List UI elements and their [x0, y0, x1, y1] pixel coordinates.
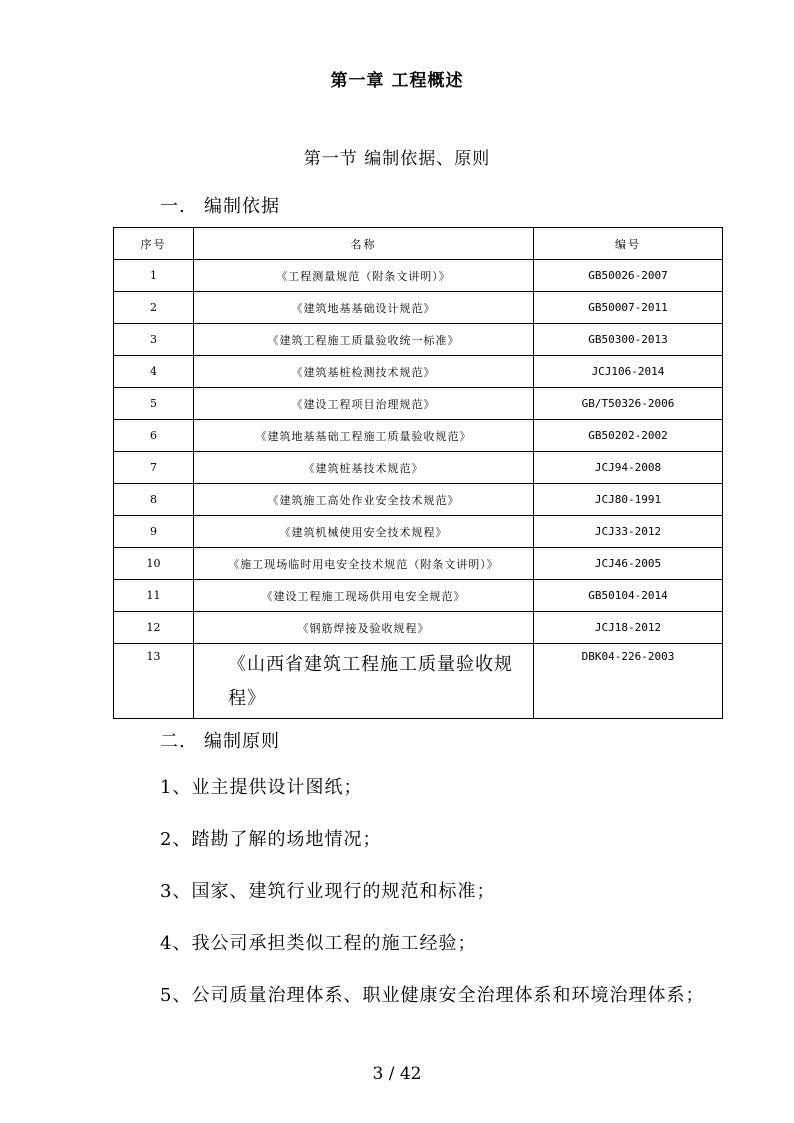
row-name: 《建筑地基基础工程施工质量验收规范》 — [194, 420, 534, 452]
row-code: GB50104-2014 — [534, 580, 723, 612]
row-code: GB50007-2011 — [534, 292, 723, 324]
row-code: JCJ33-2012 — [534, 516, 723, 548]
table-row — [114, 292, 723, 324]
row-serial: 8 — [114, 484, 194, 516]
table-row — [114, 580, 723, 612]
row-code: GB50300-2013 — [534, 324, 723, 356]
row-code: JCJ46-2005 — [534, 548, 723, 580]
row-serial: 4 — [114, 356, 194, 388]
row-code: DBK04-226-2003 — [534, 644, 723, 719]
table-row — [114, 452, 723, 484]
row-name: 《建筑机械使用安全技术规程》 — [194, 516, 534, 548]
row-name: 《山西省建筑工程施工质量验收规程》 — [194, 644, 534, 719]
table-row — [114, 612, 723, 644]
basis-heading — [160, 192, 280, 218]
table-row — [114, 356, 723, 388]
table-row — [114, 548, 723, 580]
page-number: 3 / 42 — [372, 1064, 422, 1084]
list-item: 1、业主提供设计图纸； — [160, 777, 363, 798]
section-title: 第一节 编制依据、原则 — [303, 149, 491, 169]
row-code: GB50202-2002 — [534, 420, 723, 452]
row-serial: 9 — [114, 516, 194, 548]
row-name: 《建设工程施工现场供用电安全规范》 — [194, 580, 534, 612]
row-serial: 13 — [114, 644, 194, 719]
table-row — [114, 260, 723, 292]
principle-heading — [160, 727, 280, 753]
list-item: 3、国家、建筑行业现行的规范和标准； — [160, 881, 496, 902]
table-row — [114, 324, 723, 356]
row-name: 《建筑基桩检测技术规范》 — [194, 356, 534, 388]
principle-heading-text: 编制原则 — [204, 731, 280, 752]
table-row — [114, 516, 723, 548]
basis-heading-text: 编制依据 — [204, 196, 280, 217]
table-row — [114, 420, 723, 452]
table-row — [114, 388, 723, 420]
row-serial: 11 — [114, 580, 194, 612]
row-code: JCJ106-2014 — [534, 356, 723, 388]
row-code: JCJ18-2012 — [534, 612, 723, 644]
row-code: GB50026-2007 — [534, 260, 723, 292]
row-name: 《建筑施工高处作业安全技术规范》 — [194, 484, 534, 516]
row-serial: 2 — [114, 292, 194, 324]
row-name: 《建筑工程施工质量验收统一标准》 — [194, 324, 534, 356]
row-name: 《钢筋焊接及验收规程》 — [194, 612, 534, 644]
row-serial: 1 — [114, 260, 194, 292]
list-item: 5、公司质量治理体系、职业健康安全治理体系和环境治理体系； — [160, 985, 705, 1006]
row-name: 《工程测量规范（附条文讲明）》 — [194, 260, 534, 292]
row-serial: 6 — [114, 420, 194, 452]
table-row — [114, 484, 723, 516]
list-item: 4、我公司承担类似工程的施工经验； — [160, 933, 477, 954]
row-serial: 12 — [114, 612, 194, 644]
row-serial: 5 — [114, 388, 194, 420]
chapter-title: 第一章 工程概述 — [330, 71, 464, 91]
row-code: GB/T50326-2006 — [534, 388, 723, 420]
row-name: 《建筑桩基技术规范》 — [194, 452, 534, 484]
row-name: 《建筑地基基础设计规范》 — [194, 292, 534, 324]
header-name: 名称 — [194, 228, 534, 260]
list-item: 2、踏勘了解的场地情况； — [160, 829, 382, 850]
table-header-row — [114, 228, 723, 260]
row-serial: 3 — [114, 324, 194, 356]
row-name: 《施工现场临时用电安全技术规范（附条文讲明）》 — [194, 548, 534, 580]
row-code: JCJ94-2008 — [534, 452, 723, 484]
principles-list — [160, 770, 704, 1030]
header-code: 编号 — [534, 228, 723, 260]
reference-standards-table — [113, 227, 723, 719]
header-serial: 序号 — [114, 228, 194, 260]
table-row — [114, 644, 723, 719]
principle-heading-number: 二. — [160, 731, 186, 752]
row-name: 《建设工程项目治理规范》 — [194, 388, 534, 420]
basis-heading-number: 一. — [160, 196, 186, 217]
row-serial: 7 — [114, 452, 194, 484]
row-code: JCJ80-1991 — [534, 484, 723, 516]
row-serial: 10 — [114, 548, 194, 580]
